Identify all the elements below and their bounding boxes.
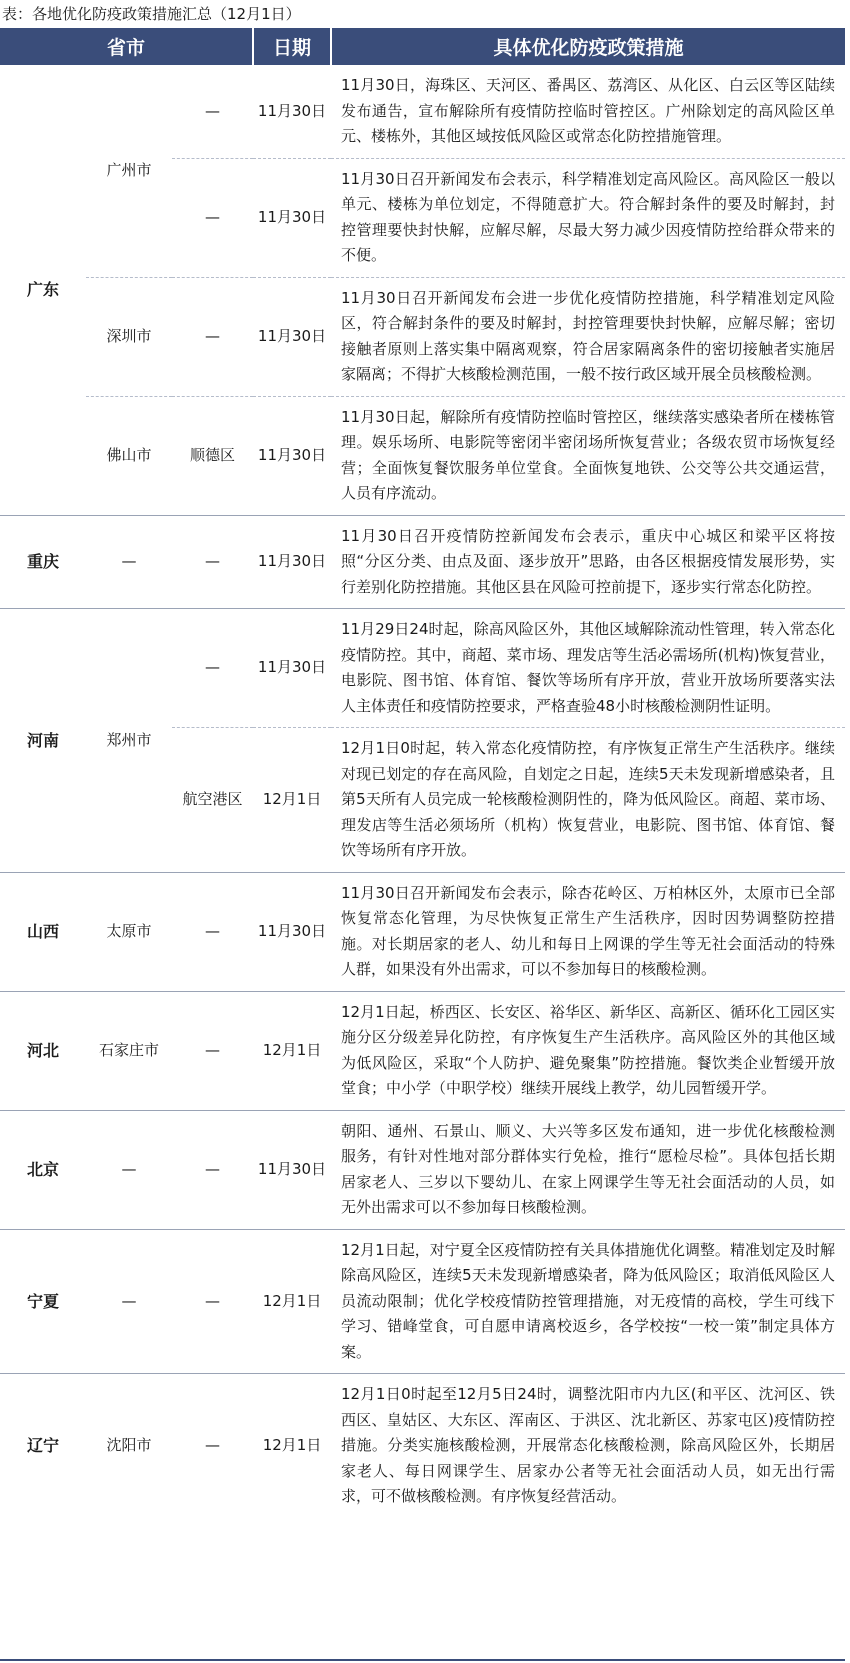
city-cell: 广州市 [106, 161, 152, 179]
district-cell: — [172, 872, 253, 991]
province-cell: 河北 [0, 991, 86, 1110]
table-row [0, 1110, 845, 1229]
table-header-row [0, 28, 845, 65]
district-cell: — [172, 1229, 253, 1374]
date-cell: 11月30日 [253, 277, 331, 396]
measure-cell: 11月30日，海珠区、天河区、番禺区、荔湾区、从化区、白云区等区陆续发布通告，宣布解除所有疫情防控临时管控区。广州除划定的高风险区单元、楼栋外，其他区域按低风险区或常态化防控措施管理。 [341, 76, 836, 145]
measure-cell: 11月30日召开新闻发布会进一步优化疫情防控措施，科学精准划定风险区，符合解封条件的要及时解封，封控管理要快封快解，应解尽解；密切接触者原则上落实集中隔离观察，符合居家隔离条件的密切接触者实施居家隔离；不得扩大核酸检测范围，一般不按行政区域开展全员核酸检测。 [331, 277, 845, 396]
measure-cell: 12月1日0时起，转入常态化疫情防控，有序恢复正常生产生活秩序。继续对现已划定的存在高风险，自划定之日起，连续5天未发现新增感染者，且第5天所有人员完成一轮核酸检测阴性的，降为低风险区。商超、菜市场、理发店等生活必须场所（机构）恢复营业，电影院、图书馆、体育馆、餐饮等场所有序开放。 [331, 728, 845, 873]
city-cell: — [86, 515, 172, 609]
table-row [0, 872, 845, 991]
table-row [0, 65, 845, 158]
date-cell: 11月30日 [253, 515, 331, 609]
city-cell: — [86, 1229, 172, 1374]
city-cell: 佛山市 [86, 396, 172, 515]
district-cell: — [205, 101, 220, 120]
city-cell: 太原市 [86, 872, 172, 991]
date-cell: 11月30日 [253, 158, 331, 277]
district-cell: — [172, 609, 253, 728]
table-caption: 表：各地优化防疫政策措施汇总（12月1日） [2, 5, 301, 23]
measure-cell: 11月30日召开疫情防控新闻发布会表示，重庆中心城区和梁平区将按照“分区分类、由点及面、逐步放开”思路，由各区根据疫情发展形势，实行差别化防控措施。其他区县在风险可控前提下，逐步实行常态化防控。 [331, 515, 845, 609]
table-row [0, 515, 845, 609]
province-cell: 北京 [0, 1110, 86, 1229]
date-cell: 11月30日 [253, 396, 331, 515]
table-row [0, 609, 845, 728]
province-cell: 河南 [0, 609, 86, 873]
date-cell: 11月30日 [253, 872, 331, 991]
measure-cell: 12月1日0时起至12月5日24时，调整沈阳市内九区(和平区、沈河区、铁西区、皇姑区、大东区、浑南区、于洪区、沈北新区、苏家屯区)疫情防控措施。分类实施核酸检测，开展常态化核酸检测，除高风险区外，长期居家老人、每日网课学生、居家办公者等无社会面活动人员，如无出行需求，可不做核酸检测。有序恢复经营活动。 [331, 1374, 845, 1518]
district-cell: — [172, 1110, 253, 1229]
city-cell: 郑州市 [86, 609, 172, 873]
city-cell: 石家庄市 [86, 991, 172, 1110]
measure-cell: 朝阳、通州、石景山、顺义、大兴等多区发布通知，进一步优化核酸检测服务，有针对性地对部分群体实行免检，推行“愿检尽检”。具体包括长期居家老人、三岁以下婴幼儿、在家上网课学生等无社会面活动的人员，如无外出需求可以不参加每日核酸检测。 [331, 1110, 845, 1229]
table-row [0, 991, 845, 1110]
date-cell: 12月1日 [253, 728, 331, 873]
district-cell: — [172, 158, 253, 277]
district-cell: — [172, 515, 253, 609]
table-bottom-rule [0, 1659, 845, 1661]
measure-cell: 11月30日召开新闻发布会表示，除杏花岭区、万柏林区外，太原市已全部恢复常态化管理，为尽快恢复正常生产生活秩序，因时因势调整防控措施。对长期居家的老人、幼儿和每日上网课的学生等无社会面活动的特殊人群，如果没有外出需求，可以不参加每日的核酸检测。 [331, 872, 845, 991]
measure-cell: 11月30日起，解除所有疫情防控临时管控区，继续落实感染者所在楼栋管理。娱乐场所、电影院等密闭半密闭场所恢复营业；各级农贸市场恢复经营；全面恢复餐饮服务单位堂食。全面恢复地铁、公交等公共交通运营，人员有序流动。 [331, 396, 845, 515]
measure-cell: 12月1日起，对宁夏全区疫情防控有关具体措施优化调整。精准划定及时解除高风险区，连续5天未发现新增感染者，降为低风险区；取消低风险区人员流动限制；优化学校疫情防控管理措施，对无疫情的高校，学生可线下学习、错峰堂食，可自愿申请离校返乡，各学校按“一校一策”制定具体方案。 [331, 1229, 845, 1374]
measure-cell: 11月30日召开新闻发布会表示，科学精准划定高风险区。高风险区一般以单元、楼栋为单位划定，不得随意扩大。符合解封条件的要及时解封，封控管理要快封快解，应解尽解，尽最大努力减少因疫情防控给群众带来的不便。 [331, 158, 845, 277]
date-cell: 12月1日 [253, 1229, 331, 1374]
district-cell: — [172, 991, 253, 1110]
district-cell: 航空港区 [172, 728, 253, 873]
table-row [0, 1229, 845, 1374]
measure-cell: 11月29日24时起，除高风险区外，其他区域解除流动性管理，转入常态化疫情防控。其中，商超、菜市场、理发店等生活必需场所(机构)恢复营业，电影院、图书馆、体育馆、餐饮等场所有序开放，营业开放场所要落实法人主体责任和疫情防控要求，严格查验48小时核酸检测阴性证明。 [331, 609, 845, 728]
table-row [0, 396, 845, 515]
table-row [0, 277, 845, 396]
date-cell: 11月30日 [257, 101, 327, 120]
date-cell: 11月30日 [253, 609, 331, 728]
city-cell: — [86, 1110, 172, 1229]
province-cell: 广东 [26, 280, 59, 299]
date-cell: 12月1日 [253, 1374, 331, 1518]
date-cell: 11月30日 [253, 1110, 331, 1229]
city-cell: 沈阳市 [86, 1374, 172, 1518]
policy-table [0, 28, 845, 1518]
province-cell: 重庆 [0, 515, 86, 609]
district-cell: — [172, 1374, 253, 1518]
district-cell: 顺德区 [172, 396, 253, 515]
header-date: 日期 [253, 28, 331, 65]
header-city: 省市 [0, 28, 253, 65]
date-cell: 12月1日 [253, 991, 331, 1110]
city-cell: 深圳市 [86, 277, 172, 396]
district-cell: — [172, 277, 253, 396]
province-cell: 辽宁 [0, 1374, 86, 1518]
table-row [0, 1374, 845, 1518]
measure-cell: 12月1日起，桥西区、长安区、裕华区、新华区、高新区、循环化工园区实施分区分级差异化防控，有序恢复生产生活秩序。高风险区外的其他区域为低风险区，采取“个人防护、避免聚集”防控措施。餐饮类企业暂缓开放堂食；中小学（中职学校）继续开展线上教学，幼儿园暂缓开学。 [331, 991, 845, 1110]
province-cell: 宁夏 [0, 1229, 86, 1374]
province-cell: 山西 [0, 872, 86, 991]
header-measures: 具体优化防疫政策措施 [331, 28, 845, 65]
